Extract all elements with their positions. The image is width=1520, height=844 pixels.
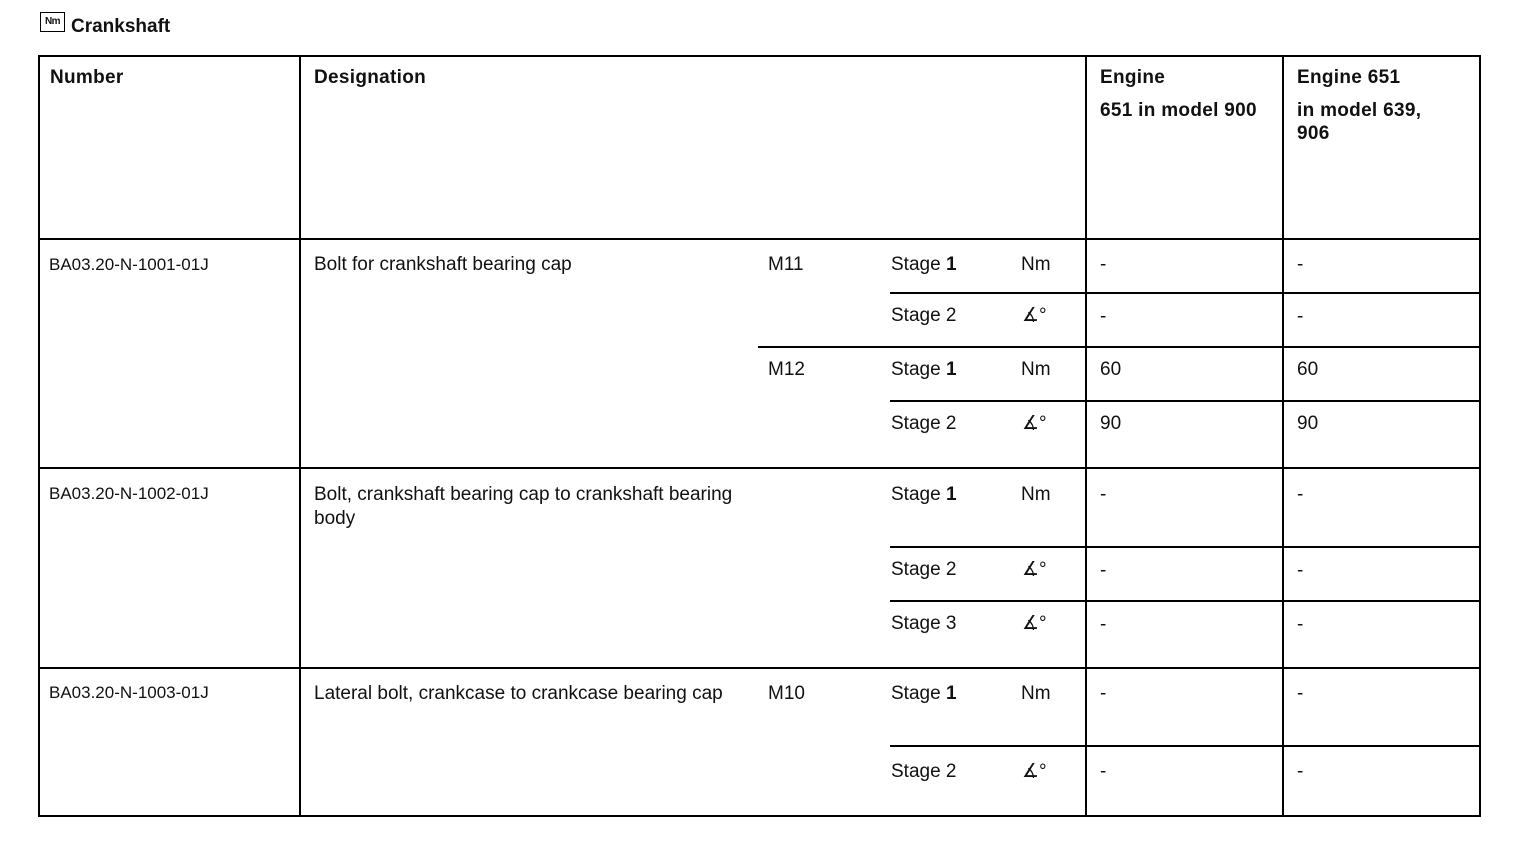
value-engine-2: -	[1297, 484, 1304, 505]
row-designation: Bolt, crankshaft bearing cap to crankshaft bearing body	[314, 484, 733, 529]
value-engine-2: -	[1297, 254, 1304, 275]
subrow-divider	[890, 292, 1481, 294]
table-top-border	[38, 55, 1481, 57]
unit-nm: Nm	[1021, 683, 1051, 704]
header-bottom-border	[38, 238, 1481, 240]
header-engine-1-line1: Engine	[1100, 67, 1166, 88]
value-engine-2: -	[1297, 683, 1304, 704]
stage-label: Stage 2	[891, 413, 957, 434]
stage-label: Stage 1	[891, 683, 957, 704]
row-designation: Lateral bolt, crankcase to crankcase bearing cap	[314, 683, 723, 704]
column-divider	[1282, 55, 1284, 817]
value-engine-1: 60	[1100, 359, 1122, 380]
stage-label: Stage 2	[891, 559, 957, 580]
stage-label: Stage 2	[891, 305, 957, 326]
angle-icon: ∡°	[1022, 559, 1047, 580]
value-engine-1: -	[1100, 614, 1107, 635]
subrow-divider	[758, 346, 1481, 348]
torque-nm-icon: Nm	[40, 12, 65, 32]
subrow-divider	[890, 600, 1481, 602]
header-engine-2-line3: 906	[1297, 123, 1330, 144]
row-divider	[38, 667, 1481, 669]
thread-size: M10	[768, 683, 805, 704]
subrow-divider	[890, 745, 1481, 747]
section-header	[40, 13, 170, 38]
thread-size: M12	[768, 359, 805, 380]
unit-nm: Nm	[1021, 254, 1051, 275]
value-engine-1: 90	[1100, 413, 1122, 434]
row-number: BA03.20-N-1003-01J	[49, 683, 209, 702]
header-engine-2-line1: Engine 651	[1297, 67, 1401, 88]
value-engine-2: 90	[1297, 413, 1319, 434]
table-right-border	[1479, 55, 1481, 817]
thread-size: M11	[768, 254, 804, 275]
table-left-border	[38, 55, 40, 817]
subrow-divider	[890, 546, 1481, 548]
column-divider	[299, 55, 301, 817]
header-number: Number	[50, 67, 124, 88]
value-engine-1: -	[1100, 254, 1107, 275]
row-number: BA03.20-N-1001-01J	[49, 255, 209, 274]
value-engine-1: -	[1100, 306, 1107, 327]
angle-icon: ∡°	[1022, 613, 1047, 634]
value-engine-1: -	[1100, 484, 1107, 505]
subrow-divider	[890, 400, 1481, 402]
column-divider	[1085, 55, 1087, 817]
header-designation: Designation	[314, 67, 427, 88]
stage-label: Stage 1	[891, 484, 957, 505]
stage-label: Stage 1	[891, 254, 957, 275]
stage-label: Stage 3	[891, 613, 957, 634]
value-engine-2: -	[1297, 761, 1304, 782]
row-designation: Bolt for crankshaft bearing cap	[314, 254, 572, 275]
angle-icon: ∡°	[1022, 305, 1047, 326]
unit-nm: Nm	[1021, 484, 1051, 505]
page-title: Crankshaft	[71, 16, 171, 37]
angle-icon: ∡°	[1022, 413, 1047, 434]
header-engine-1-line2: 651 in model 900	[1100, 100, 1257, 121]
row-number: BA03.20-N-1002-01J	[49, 484, 209, 503]
row-divider	[38, 467, 1481, 469]
angle-icon: ∡°	[1022, 761, 1047, 782]
stage-label: Stage 2	[891, 761, 957, 782]
value-engine-1: -	[1100, 761, 1107, 782]
value-engine-2: -	[1297, 306, 1304, 327]
stage-label: Stage 1	[891, 359, 957, 380]
value-engine-2: -	[1297, 614, 1304, 635]
value-engine-2: 60	[1297, 359, 1319, 380]
table-bottom-border	[38, 815, 1481, 817]
value-engine-1: -	[1100, 683, 1107, 704]
unit-nm: Nm	[1021, 359, 1051, 380]
header-engine-2-line2: in model 639,	[1297, 100, 1422, 121]
value-engine-2: -	[1297, 560, 1304, 581]
value-engine-1: -	[1100, 560, 1107, 581]
